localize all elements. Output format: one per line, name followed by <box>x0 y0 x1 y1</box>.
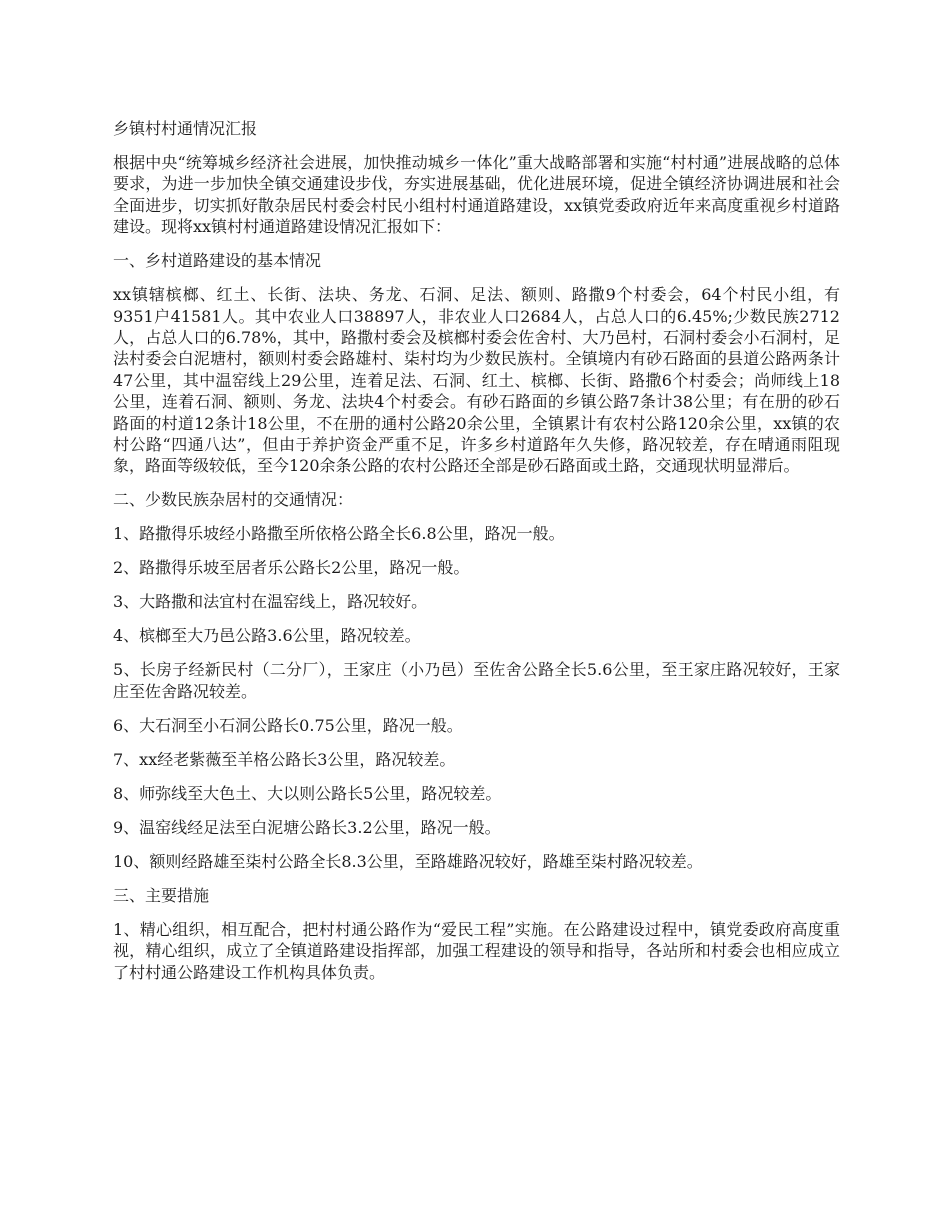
list-item: 1、路撒得乐坡经小路撒至所依格公路全长6.8公里，路况一般。 <box>113 524 565 544</box>
list-item: 10、额则经路雄至柒村公路全长8.3公里，至路雄路况较好，路雄至柒村路况较差。 <box>113 851 703 871</box>
list-item: 3、大路撒和法宜村在温窑线上，路况较好。 <box>113 592 428 612</box>
list-item: 9、温窑线经足法至白泥塘公路长3.2公里，路况一般。 <box>113 817 501 837</box>
section-3-item-1: 1、精心组织，相互配合，把村村通公路作为“爱民工程”实施。在公路建设过程中，镇党委政府高度重视，精心组织，成立了全镇道路建设指挥部，加强工程建设的领导和指导，各站所和村委会也相应成立了村村通公路建设工作机构具体负责。 <box>113 919 840 982</box>
list-item: 8、师弥线至大色土、大以则公路长5公里，路况较差。 <box>113 783 502 803</box>
list-item: 6、大石洞至小石洞公路长0.75公里，路况一般。 <box>113 715 463 735</box>
list-item: 2、路撒得乐坡至居者乐公路长2公里，路况一般。 <box>113 558 470 578</box>
document-title: 乡镇村村通情况汇报 <box>113 119 258 138</box>
section-3-heading: 三、主要措施 <box>113 885 210 905</box>
list-item: 4、槟榔至大乃邑公路3.6公里，路况较差。 <box>113 626 421 646</box>
intro-paragraph: 根据中央“统筹城乡经济社会进展，加快推动城乡一体化”重大战略部署和实施“村村通”进展战略的总体要求，为进一步加快全镇交通建设步伐，夯实进展基础，优化进展环境，促进全镇经济协调进展和社会全面进步，切实抓好散杂居民村委会村民小组村村通道路建设，xx镇党委政府近年来高度重视乡村道路建设。现将xx镇村村通道路建设情况汇报如下： <box>113 153 840 237</box>
section-1-body: xx镇辖槟榔、红土、长街、法块、务龙、石洞、足法、额则、路撒9个村委会，64个村民小组，有9351户41581人。其中农业人口38897人，非农业人口2684人，占总人口的6.45%;少数民族2712人，占总人口的6.78%，其中，路撒村委会及槟榔村委会佐舍村、大乃邑村，石洞村委会小石洞村，足法村委会白泥塘村，额则村委会路雄村、柒村均为少数民族村。全镇境内有砂石路面的县道公路两条计47公里，其中温窑线上29公里，连着足法、石洞、红土、槟榔、长街、路撒6个村委会；尚师线上18公里，连着石洞、额则、务龙、法块4个村委会。有砂石路面的乡镇公路7条计38公里；有在册的砂石路面的村道12条计18公里，不在册的通村公路20余公里，全镇累计有农村公路120余公里，xx镇的农村公路“四通八达”，但由于养护资金严重不足，许多乡村道路年久失修，路况较差，存在晴通雨阻现象，路面等级较低，至今120余条公路的农村公路还全部是砂石路面或土路，交通现状明显滞后。 <box>113 285 840 476</box>
list-item: 7、xx经老紫薇至羊格公路长3公里，路况较差。 <box>113 749 456 769</box>
list-item: 5、长房子经新民村（二分厂），王家庄（小乃邑）至佐舍公路全长5.6公里，至王家庄路况较好，王家庄至佐舍路况较差。 <box>113 660 840 701</box>
document-page <box>113 118 840 996</box>
section-2-heading: 二、少数民族杂居村的交通情况： <box>113 490 354 510</box>
section-1-heading: 一、乡村道路建设的基本情况 <box>113 251 322 271</box>
